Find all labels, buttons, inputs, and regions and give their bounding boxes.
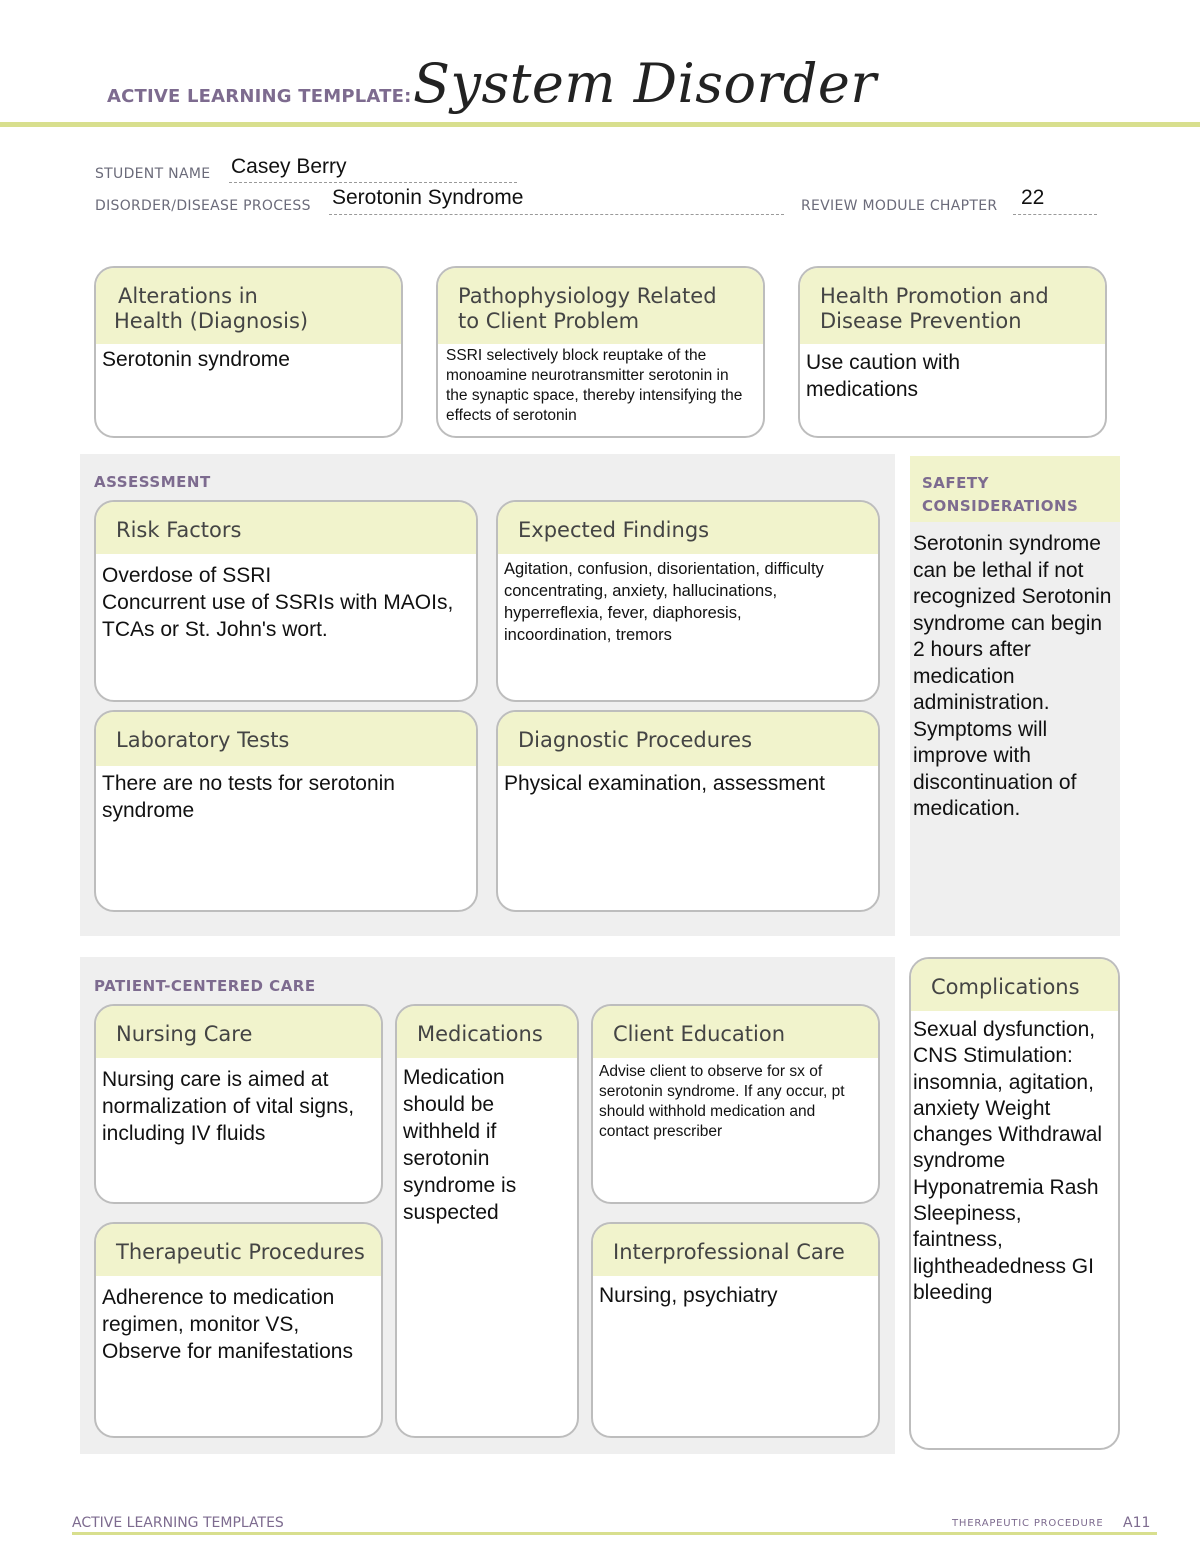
alterations-title-line2: Health (Diagnosis) <box>114 309 309 333</box>
risk-factors-line1: Overdose of SSRI <box>102 564 272 587</box>
safety-title-line1: SAFETY <box>922 474 989 492</box>
diagnostic-procedures-text[interactable]: Physical examination, assessment <box>504 772 825 795</box>
health-promotion-header <box>800 268 1105 344</box>
health-promotion-title-line1: Health Promotion and <box>820 284 1049 308</box>
patient-care-label: PATIENT-CENTERED CARE <box>94 977 316 995</box>
health-promotion-title-line2: Disease Prevention <box>820 309 1022 333</box>
pathophysiology-header <box>438 268 763 344</box>
header-divider <box>0 122 1200 127</box>
alterations-text[interactable]: Serotonin syndrome <box>102 348 290 371</box>
pathophysiology-title-line2: to Client Problem <box>458 309 640 333</box>
disorder-field[interactable]: Serotonin Syndrome <box>332 186 524 209</box>
student-name-label: STUDENT NAME <box>95 166 211 182</box>
diagnostic-procedures-header: Diagnostic Procedures <box>498 712 878 766</box>
nursing-care-box <box>94 1004 383 1204</box>
expected-findings-text[interactable]: Agitation, confusion, disorientation, difficulty concentrating, anxiety, hallucinations, hyperreflexia, fever, diaphoresis, incoordination, tremors <box>504 560 824 644</box>
disorder-label: DISORDER/DISEASE PROCESS <box>95 198 311 214</box>
risk-factors-line2: Concurrent use of SSRIs with MAOIs, TCAs or St. John's wort. <box>102 591 454 641</box>
medications-header: Medications <box>397 1006 577 1058</box>
pathophysiology-box <box>436 266 765 438</box>
medications-text[interactable]: Medication should be withheld if serotonin syndrome is suspected <box>403 1066 517 1224</box>
expected-findings-box <box>496 500 880 702</box>
interprofessional-care-header: Interprofessional Care <box>593 1224 878 1276</box>
health-promotion-box <box>798 266 1107 438</box>
diagnostic-procedures-box <box>496 710 880 912</box>
chapter-underline <box>1013 214 1097 215</box>
interprofessional-care-text[interactable]: Nursing, psychiatry <box>599 1284 778 1307</box>
pathophysiology-title-line1: Pathophysiology Related <box>458 284 717 308</box>
page-title: System Disorder <box>413 52 877 115</box>
chapter-field[interactable]: 22 <box>1021 186 1045 209</box>
nursing-care-header: Nursing Care <box>96 1006 381 1058</box>
laboratory-tests-text[interactable]: There are no tests for serotonin syndrome <box>102 772 395 822</box>
student-name-underline <box>229 182 517 183</box>
pathophysiology-text[interactable]: SSRI selectively block reuptake of the monoamine neurotransmitter serotonin in the synaptic space, thereby intensifying the effects of serotonin <box>446 347 743 424</box>
disorder-underline <box>329 214 784 215</box>
risk-factors-box <box>94 500 478 702</box>
alterations-title-line1: Alterations in <box>118 284 258 308</box>
interprofessional-care-box <box>591 1222 880 1438</box>
alterations-header <box>96 268 401 344</box>
nursing-care-text[interactable]: Nursing care is aimed at normalization of vital signs, including IV fluids <box>102 1068 355 1145</box>
complications-box <box>909 957 1120 1450</box>
expected-findings-header: Expected Findings <box>498 502 878 554</box>
safety-title <box>922 472 1078 518</box>
footer-divider <box>72 1532 1157 1535</box>
health-promotion-text[interactable]: Use caution with medications <box>806 351 961 401</box>
risk-factors-header: Risk Factors <box>96 502 476 554</box>
alterations-box <box>94 266 403 438</box>
therapeutic-procedures-header: Therapeutic Procedures <box>96 1224 381 1276</box>
template-label: ACTIVE LEARNING TEMPLATE: <box>107 86 412 107</box>
footer-right: THERAPEUTIC PROCEDURE <box>952 1518 1104 1529</box>
laboratory-tests-header: Laboratory Tests <box>96 712 476 766</box>
chapter-label: REVIEW MODULE CHAPTER <box>801 198 998 214</box>
client-education-text[interactable]: Advise client to observe for sx of serotonin syndrome. If any occur, pt should withhold medication and contact prescriber <box>599 1063 845 1140</box>
safety-text[interactable]: Serotonin syndrome can be lethal if not recognized Serotonin syndrome can begin 2 hours after medication administration. Symptoms will improve with discontinuation of medication. <box>913 532 1112 820</box>
laboratory-tests-box <box>94 710 478 912</box>
safety-title-line2: CONSIDERATIONS <box>922 497 1079 515</box>
therapeutic-procedures-box <box>94 1222 383 1438</box>
client-education-header: Client Education <box>593 1006 878 1058</box>
student-name-field[interactable]: Casey Berry <box>231 155 347 178</box>
complications-text[interactable]: Sexual dysfunction, CNS Stimulation: insomnia, agitation, anxiety Weight changes Withdrawal syndrome Hyponatremia Rash Sleepiness, faintness, lightheadedness GI bleeding <box>913 1018 1103 1304</box>
medications-box <box>395 1004 579 1438</box>
assessment-label: ASSESSMENT <box>94 473 211 491</box>
complications-header: Complications <box>911 959 1118 1011</box>
page-number: A11 <box>1123 1515 1151 1531</box>
client-education-box <box>591 1004 880 1204</box>
therapeutic-procedures-text[interactable]: Adherence to medication regimen, monitor VS, Observe for manifestations <box>102 1286 353 1363</box>
footer-left: ACTIVE LEARNING TEMPLATES <box>72 1515 284 1531</box>
risk-factors-text[interactable] <box>96 554 476 643</box>
